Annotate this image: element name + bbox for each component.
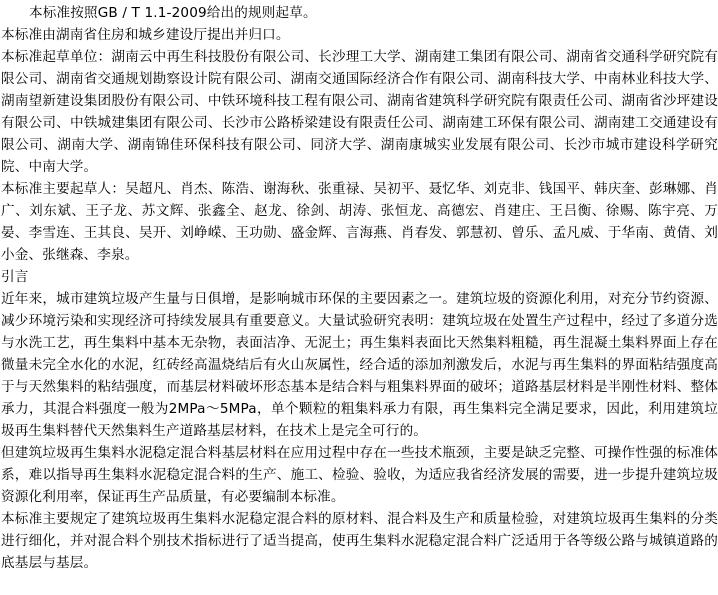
introduction-paragraph-2: 但建筑垃圾再生集料水泥稳定混合料基层材料在应用过程中存在一些技术瓶颈，主要是缺乏完整、可操作性强的标准体系，难以指导再生集料水泥稳定混合料的生产、施工、检验、验收，为适应我省经济发展的需要，进一步提升建筑垃圾资源化利用率，保证再生产品质量，有必要编制本标准。 (1, 445, 718, 505)
drafting-units-paragraph: 本标准起草单位：湖南云中再生科技股份有限公司、长沙理工大学、湖南建工集团有限公司、湖南省交通科学研究院有限公司、湖南省交通规划勘察设计院有限公司、湖南交通国际经济合作有限公司、湖南科技大学、中南林业科技大学、湖南望新建设集团股份有限公司、中铁环境科技工程有限公司、湖南省建筑科学研究院有限责任公司、湖南省沙坪建设有限公司、中铁城建集团有限公司、长沙市公路桥梁建设有限责任公司、湖南建工环保有限公司、湖南建工交通建设有限公司、湖南大学、湖南锦佳环保科技有限公司、同济大学、湖南康城实业发展有限公司、长沙市城市建设科学研究院、中南大学。 (1, 49, 718, 175)
main-drafters-paragraph: 本标准主要起草人：吴超凡、肖杰、陈浩、谢海秋、张重禄、吴初平、聂忆华、刘克非、钱国平、韩庆奎、彭琳娜、肖广、刘东斌、王子龙、苏文辉、张鑫全、赵龙、徐剑、胡涛、张恒龙、高德宏、肖建庄、王吕衡、徐赐、陈宇亮、万晏、李雪连、王其良、吴开、刘峥嵘、王功勋、盛金辉、言海燕、肖春发、郭慧初、曾乐、孟凡威、于华南、黄倩、刘小金、张继森、李泉。 (1, 181, 718, 263)
introduction-paragraph-1: 近年来，城市建筑垃圾产生量与日俱增，是影响城市环保的主要因素之一。建筑垃圾的资源化利用，对充分节约资源、减少环境污染和实现经济可持续发展具有重要意义。大量试验研究表明：建筑垃圾在处置生产过程中，经过了多道分选与水洗工艺，再生集料中基本无杂物，表面洁净、无泥土；再生集料表面比天然集料粗糙，再生混凝土集料界面上存在微量未完全水化的水泥，红砖经高温烧结后有火山灰属性，经合适的添加剂激发后，水泥与再生集料的界面粘结强度高于与天然集料的粘结强度，而基层材料破坏形态基本是结合料与粗集料界面的破坏；道路基层材料是半刚性材料、整体承力，其混合料强度一般为2MPa～5MPa，单个颗粒的粗集料承力有限，再生集料完全满足要求，因此，利用建筑垃圾再生集料替代天然集料生产道路基层材料，在技术上是完全可行的。 (1, 291, 718, 439)
introduction-heading: 引言 (1, 269, 29, 285)
drafting-rule-paragraph: 本标准按照GB / T 1.1-2009给出的规则起草。 (29, 5, 317, 21)
proposer-paragraph: 本标准由湖南省住房和城乡建设厅提出并归口。 (1, 27, 290, 43)
introduction-paragraph-3: 本标准主要规定了建筑垃圾再生集料水泥稳定混合料的原材料、混合料及生产和质量检验，对建筑垃圾再生集料的分类进行细化，并对混合料个别技术指标进行了适当提高，使再生集料水泥稳定混合料广泛适用于各等级公路与城镇道路的底基层与基层。 (1, 511, 718, 571)
